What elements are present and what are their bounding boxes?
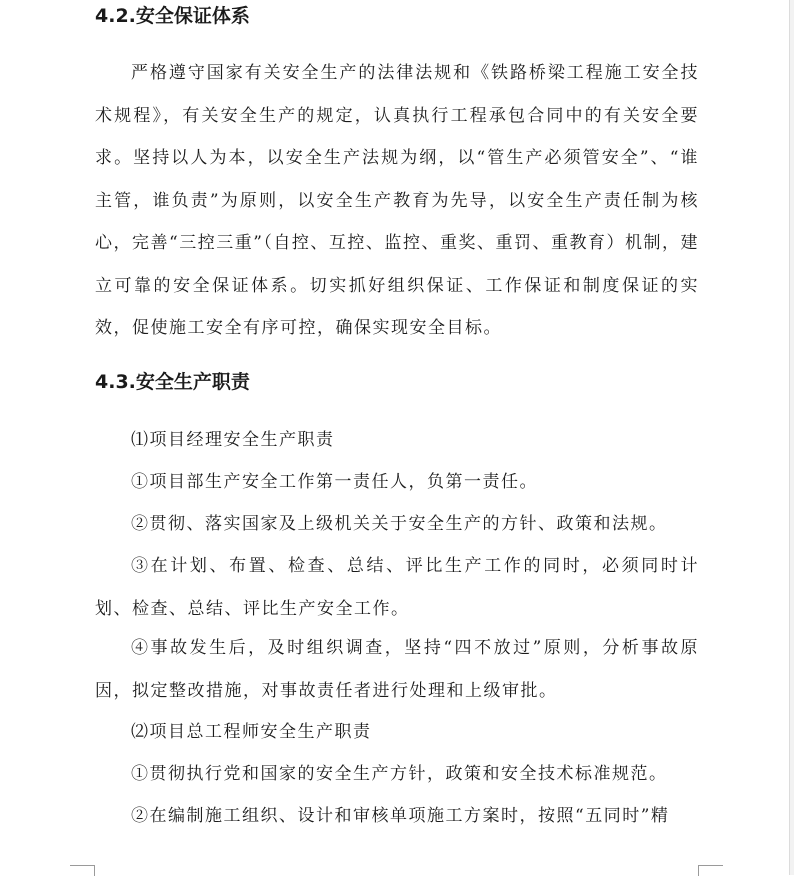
subheading-chief-engineer-duties: ⑵项目总工程师安全生产职责	[131, 722, 372, 742]
section-heading-4-3: 4.3.安全生产职责	[95, 371, 250, 393]
paragraph-safety-guarantee: 严格遵守国家有关安全生产的法律法规和《铁路桥梁工程施工安全技术规程》，有关安全生产的规定，认真执行工程承包合同中的有关安全要求。坚持以人为本，以安全生产法规为纲，以“管生产必须管安全”、“谁主管，谁负责”为原则，以安全生产教育为先导，以安全生产责任制为核心，完善“三控三重”（自控、互控、监控、重奖、重罚、重教育）机制，建立可靠的安全保证体系。切实抓好组织保证、工作保证和制度保证的实效，促使施工安全有序可控，确保实现安全目标。	[95, 63, 699, 338]
list-item-manager-1: ①项目部生产安全工作第一责任人，负第一责任。	[131, 472, 538, 492]
list-item-manager-3: ③在计划、布置、检查、总结、评比生产工作的同时，必须同时计划、检查、总结、评比生产安全工作。	[95, 556, 699, 619]
section-heading-4-2: 4.2.安全保证体系	[95, 5, 250, 27]
window-edge-scrollbar[interactable]	[789, 0, 794, 875]
crop-mark-right	[698, 865, 723, 876]
list-item-engineer-2: ②在编制施工组织、设计和审核单项施工方案时，按照“五同时”精	[131, 806, 670, 826]
crop-mark-left	[70, 865, 95, 876]
list-item-manager-4: ④事故发生后，及时组织调查，坚持“四不放过”原则，分析事故原因，拟定整改措施，对事故责任者进行处理和上级审批。	[95, 638, 699, 701]
subheading-project-manager-duties: ⑴项目经理安全生产职责	[131, 430, 335, 450]
list-item-manager-2: ②贯彻、落实国家及上级机关关于安全生产的方针、政策和法规。	[131, 514, 668, 534]
list-item-engineer-1: ①贯彻执行党和国家的安全生产方针，政策和安全技术标准规范。	[131, 764, 668, 784]
